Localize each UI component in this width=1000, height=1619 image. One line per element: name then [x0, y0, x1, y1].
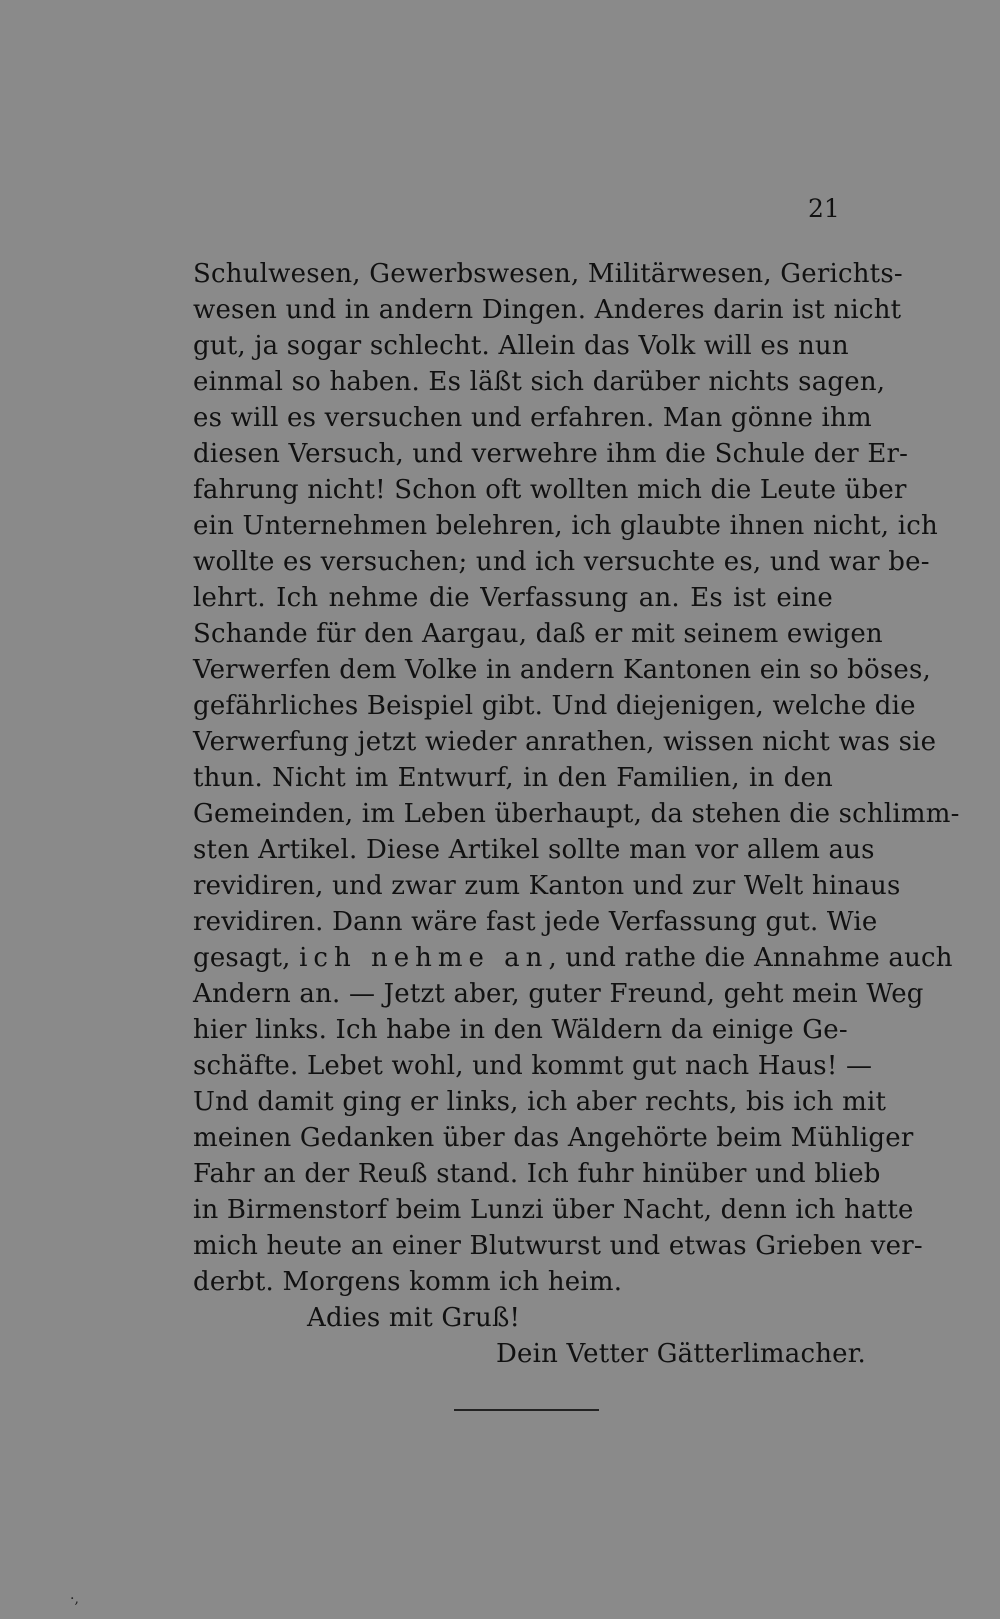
text-line: thun. Nicht im Entwurf, in den Familien, in den — [193, 763, 833, 793]
text-line: es will es versuchen und erfahren. Man gönne ihm — [193, 403, 872, 433]
signature: Dein Vetter Gätterlimacher. — [496, 1339, 867, 1369]
text-line: Schulwesen, Gewerbswesen, Militärwesen, Gerichts- — [193, 259, 903, 289]
text-line: wesen und in andern Dingen. Anderes darin ist nicht — [193, 295, 902, 325]
text-line: schäfte. Lebet wohl, und kommt gut nach Haus! — — [193, 1051, 873, 1081]
text-fragment: , und rathe die Annahme auch — [548, 943, 953, 973]
text-line: fahrung nicht! Schon oft wollten mich die Leute über — [193, 475, 907, 505]
text-line: Schande für den Aargau, daß er mit seinem ewigen — [193, 619, 883, 649]
text-line: revidiren. Dann wäre fast jede Verfassung gut. Wie — [193, 907, 878, 937]
text-line: hier links. Ich habe in den Wäldern da einige Ge- — [193, 1015, 848, 1045]
text-line: Fahr an der Reuß stand. Ich fuhr hinüber und blieb — [193, 1159, 881, 1189]
text-line: einmal so haben. Es läßt sich darüber nichts sagen, — [193, 367, 886, 397]
text-fragment: gesagt, — [193, 943, 300, 973]
closing-greeting: Adies mit Gruß! — [307, 1303, 521, 1333]
emphasized-text: ich nehme an — [299, 943, 549, 973]
text-line: Verwerfen dem Volke in andern Kantonen ein so böses, — [193, 655, 931, 685]
text-line: Verwerfung jetzt wieder anrathen, wissen nicht was sie — [193, 727, 937, 757]
separator-rule — [454, 1409, 599, 1411]
text-line: in Birmenstorf beim Lunzi über Nacht, denn ich hatte — [193, 1195, 914, 1225]
text-line: Gemeinden, im Leben überhaupt, da stehen die schlimm- — [193, 799, 960, 829]
text-line: meinen Gedanken über das Angehörte beim Mühliger — [193, 1123, 914, 1153]
text-line: ein Unternehmen belehren, ich glaubte ihnen nicht, ich — [193, 511, 938, 541]
text-line: gut, ja sogar schlecht. Allein das Volk will es nun — [193, 331, 849, 361]
text-line: lehrt. Ich nehme die Verfassung an. Es ist eine — [193, 583, 833, 613]
text-line: Andern an. — Jetzt aber, guter Freund, geht mein Weg — [193, 979, 924, 1009]
body-text — [193, 256, 960, 1372]
text-line: mich heute an einer Blutwurst und etwas Grieben ver- — [193, 1231, 923, 1261]
text-line: gefährliches Beispiel gibt. Und diejenigen, welche die — [193, 691, 916, 721]
stray-mark: ·, — [70, 1591, 79, 1607]
text-line: sten Artikel. Diese Artikel sollte man vor allem aus — [193, 835, 875, 865]
text-line: wollte es versuchen; und ich versuchte es, und war be- — [193, 547, 930, 577]
page-number: 21 — [808, 194, 840, 223]
text-line: Und damit ging er links, ich aber rechts, bis ich mit — [193, 1087, 887, 1117]
text-line-spaced — [193, 940, 953, 976]
text-line: revidiren, und zwar zum Kanton und zur Welt hinaus — [193, 871, 901, 901]
text-line: diesen Versuch, und verwehre ihm die Schule der Er- — [193, 439, 909, 469]
text-line: derbt. Morgens komm ich heim. — [193, 1267, 623, 1297]
